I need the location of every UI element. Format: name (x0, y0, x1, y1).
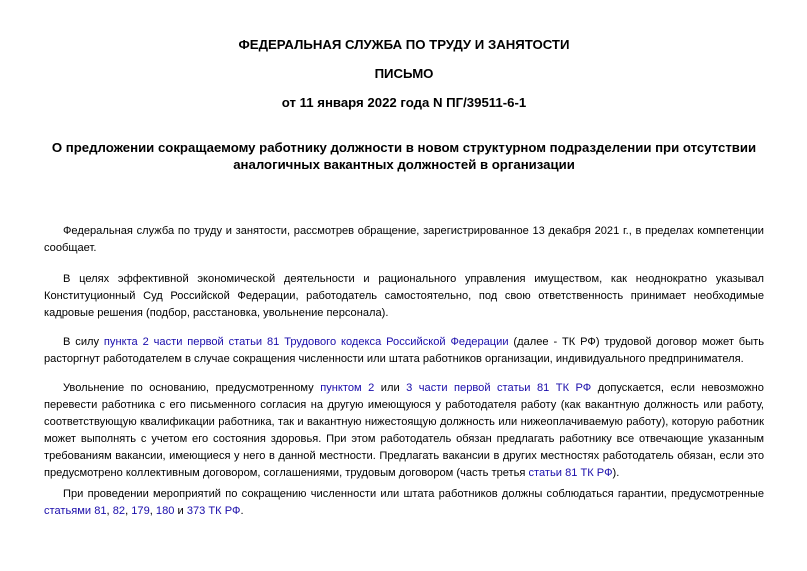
link-articles-81[interactable]: статьями 81 (44, 505, 107, 518)
paragraph-4-text-3: допускается, если невозможно перевести работника с его письменного согласия на другую имеющуюся у работодателя работу (как вакантную должность или работу, соответствующую квалификации работника, так и вакантную нижестоящую должность или нижеоплачиваемую работу), которую работник может выполнять с учетом его состояния здоровья. При этом работодатель обязан предлагать работнику все отвечающие указанным требованиям вакансии, имеющиеся у него в данной местности. Предлагать вакансии в других местностях работодатель обязан, если это предусмотрено коллективным договором, соглашениями, трудовым договором (часть третья (44, 382, 764, 480)
paragraph-3 (44, 334, 764, 368)
paragraph-4-text-1: Увольнение по основанию, предусмотренному (63, 382, 321, 395)
paragraph-5-text-1: При проведении мероприятий по сокращению численности или штата работников должны соблюдаться гарантии, предусмотренные (63, 488, 764, 501)
link-article-179[interactable]: 179 (131, 505, 150, 518)
link-labor-code-art81-p2[interactable]: пункта 2 части первой статьи 81 Трудового кодекса Российской Федерации (103, 336, 509, 349)
paragraph-2: В целях эффективной экономической деятельности и рационального управления имуществом, как неоднократно указывал Конституционный Суд Российской Федерации, работодатель самостоятельно, под свою ответственность принимает необходимые кадровые решения (подбор, расстановка, увольнение персонала). (44, 273, 764, 320)
paragraph-5-text-6: . (240, 505, 244, 518)
paragraph-4-text-2: или (374, 382, 407, 395)
paragraph-3-text-1: В силу (63, 336, 104, 349)
link-article-180[interactable]: 180 (155, 505, 175, 518)
agency-title: ФЕДЕРАЛЬНАЯ СЛУЖБА ПО ТРУДУ И ЗАНЯТОСТИ (238, 37, 570, 52)
paragraph-4-text-4: ). (612, 467, 620, 480)
link-point-2[interactable]: пунктом 2 (320, 382, 375, 395)
document-subject: О предложении сокращаемому работнику должности в новом структурном подразделении при отсутствии аналогичных вакантных должностей в организации (51, 140, 757, 172)
paragraph-1: Федеральная служба по труду и занятости, рассмотрев обращение, зарегистрированное 13 декабря 2021 г., в пределах компетенции сообщает. (44, 225, 764, 255)
paragraph-5-text-4: , (149, 505, 156, 518)
document-type: ПИСЬМО (374, 66, 434, 81)
paragraph-5-text-2: , (106, 505, 113, 518)
paragraph-5-text-3: , (125, 505, 132, 518)
paragraph-4 (44, 380, 764, 482)
paragraph-3-text-2: (далее - ТК РФ) трудовой договор может быть расторгнут работодателем в случае сокращения численности или штата работников организации, индивидуального предпринимателя. (44, 336, 764, 366)
link-article-82[interactable]: 82 (112, 505, 126, 518)
paragraph-5-text-5: и (174, 505, 187, 518)
paragraph-5 (44, 486, 764, 520)
link-art81[interactable]: статьи 81 ТК РФ (528, 467, 613, 480)
link-article-373[interactable]: 373 ТК РФ (186, 505, 241, 518)
link-art81-part1-p3[interactable]: 3 части первой статьи 81 ТК РФ (406, 382, 592, 395)
document-date-number: от 11 января 2022 года N ПГ/39511-6-1 (281, 95, 527, 110)
